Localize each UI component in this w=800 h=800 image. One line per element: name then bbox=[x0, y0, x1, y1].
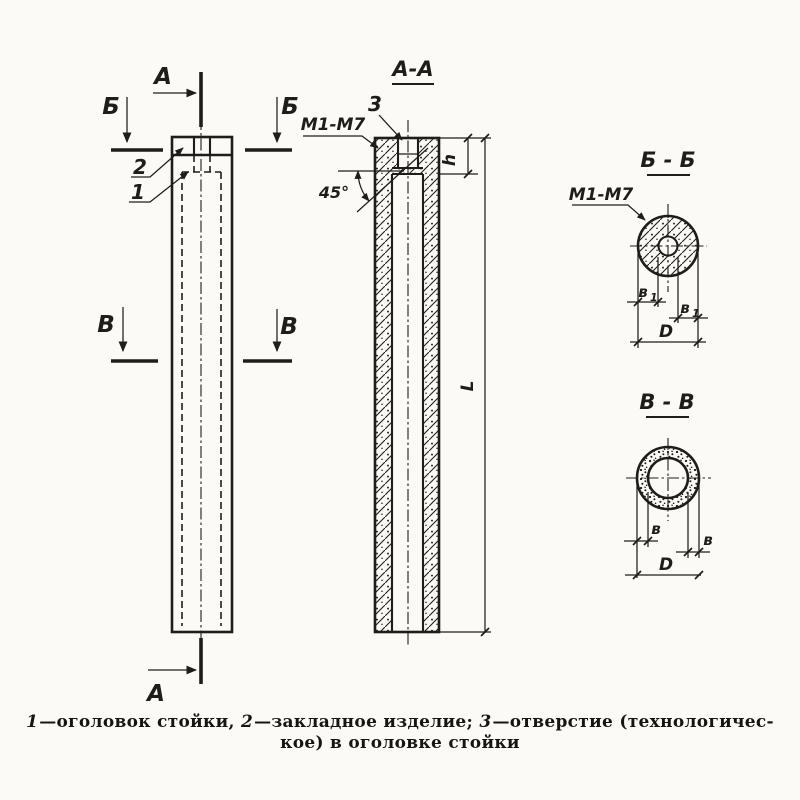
caption-text-2: —закладное изделие; bbox=[254, 712, 480, 732]
marker-b-left: Б bbox=[102, 94, 120, 120]
vv-d-label: D bbox=[658, 555, 674, 575]
vv-b-right-label: в bbox=[703, 531, 713, 549]
marker-a-bottom: А bbox=[147, 681, 165, 707]
callout-3-label: 3 bbox=[368, 92, 382, 116]
marker-b-right: Б bbox=[281, 94, 299, 120]
bb-b1-left-label: в bbox=[638, 283, 648, 301]
bb-d-label: D bbox=[658, 322, 674, 342]
h-dim-label: h bbox=[440, 153, 460, 167]
marker-v-left: В bbox=[97, 312, 115, 338]
bb-b1-right-sub: 1 bbox=[692, 307, 700, 320]
callout-1-label: 1 bbox=[131, 180, 145, 204]
section-bb bbox=[569, 148, 708, 348]
figure-caption bbox=[0, 712, 800, 754]
anchors-label-aa: М1-М7 bbox=[300, 115, 366, 135]
caption-text-3: —отверстие (технологичес- bbox=[492, 712, 774, 732]
hidden-hole-edges bbox=[194, 155, 210, 172]
section-aa bbox=[301, 57, 491, 646]
elevation-view bbox=[97, 64, 299, 707]
caption-text-1: —оголовок стойки, bbox=[39, 712, 241, 732]
caption-line-2: кое) в оголовке стойки bbox=[280, 733, 520, 753]
callout-3-leader bbox=[379, 115, 402, 140]
section-vv-title: В - В bbox=[639, 390, 695, 414]
caption-num-2: 2 bbox=[240, 712, 254, 732]
cap-hole-edges bbox=[194, 137, 210, 155]
marker-v-right: В bbox=[280, 314, 298, 340]
bb-b1-left-sub: 1 bbox=[650, 291, 658, 304]
section-bb-title: Б - Б bbox=[640, 148, 696, 172]
post-outline bbox=[172, 137, 232, 632]
caption-num-1: 1 bbox=[26, 712, 39, 732]
marker-a-top: А bbox=[154, 64, 172, 90]
section-aa-title: А-А bbox=[392, 57, 434, 81]
concrete-hatch-areas bbox=[375, 138, 439, 632]
callout-2-label: 2 bbox=[133, 155, 147, 179]
vv-b-left-label: в bbox=[651, 520, 661, 538]
angle-value: 45° bbox=[318, 183, 350, 202]
section-vv bbox=[624, 390, 713, 579]
caption-num-3: 3 bbox=[479, 712, 492, 732]
bb-b1-right-label: в bbox=[680, 299, 690, 317]
l-dim-label: L bbox=[458, 380, 478, 392]
anchors-label-bb: М1-М7 bbox=[568, 185, 634, 205]
anchors-leader-bb bbox=[572, 205, 645, 220]
angle-arc bbox=[358, 171, 369, 201]
anchors-leader-aa bbox=[303, 136, 378, 148]
